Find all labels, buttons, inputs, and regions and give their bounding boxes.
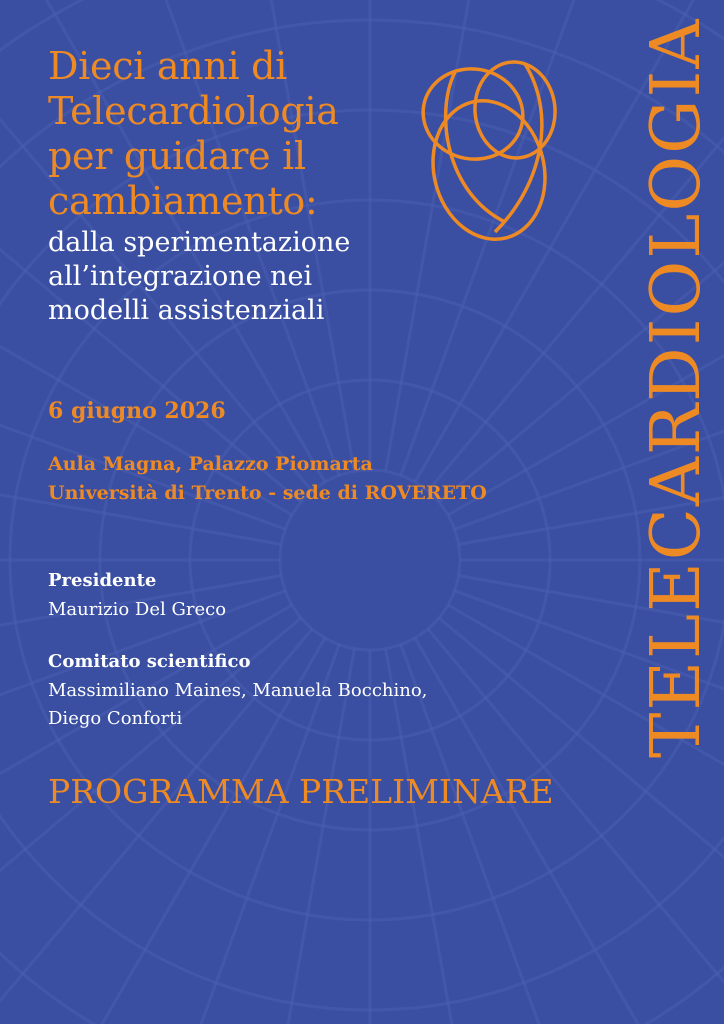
event-date: 6 giugno 2026	[48, 398, 226, 424]
subtitle-line: all’integrazione nei	[48, 261, 313, 292]
event-subtitle	[48, 226, 448, 328]
venue-line: Università di Trento - sede di ROVERETO	[48, 482, 487, 504]
president-name: Maurizio Del Greco	[48, 599, 227, 620]
event-title	[48, 44, 428, 224]
committee-label: Comitato scientifico	[48, 651, 251, 672]
vertical-title: TELECARDIOLOGIA	[637, 17, 716, 758]
event-venue	[48, 450, 487, 508]
title-line: cambiamento:	[48, 179, 318, 223]
programme-heading: PROGRAMMA PRELIMINARE	[48, 772, 554, 811]
committee-names-line: Diego Conforti	[48, 708, 183, 729]
president-label: Presidente	[48, 570, 157, 591]
subtitle-line: dalla sperimentazione	[48, 227, 351, 258]
title-line: per guidare il	[48, 134, 306, 178]
interlocking-loops-logo-icon	[415, 52, 563, 244]
committee-names-line: Massimiliano Maines, Manuela Bocchino,	[48, 680, 428, 701]
subtitle-line: modelli assistenziali	[48, 295, 325, 326]
title-line: Telecardiologia	[48, 89, 339, 133]
title-line: Dieci anni di	[48, 44, 288, 88]
committee-names	[48, 677, 427, 733]
venue-line: Aula Magna, Palazzo Piomarta	[48, 453, 373, 475]
